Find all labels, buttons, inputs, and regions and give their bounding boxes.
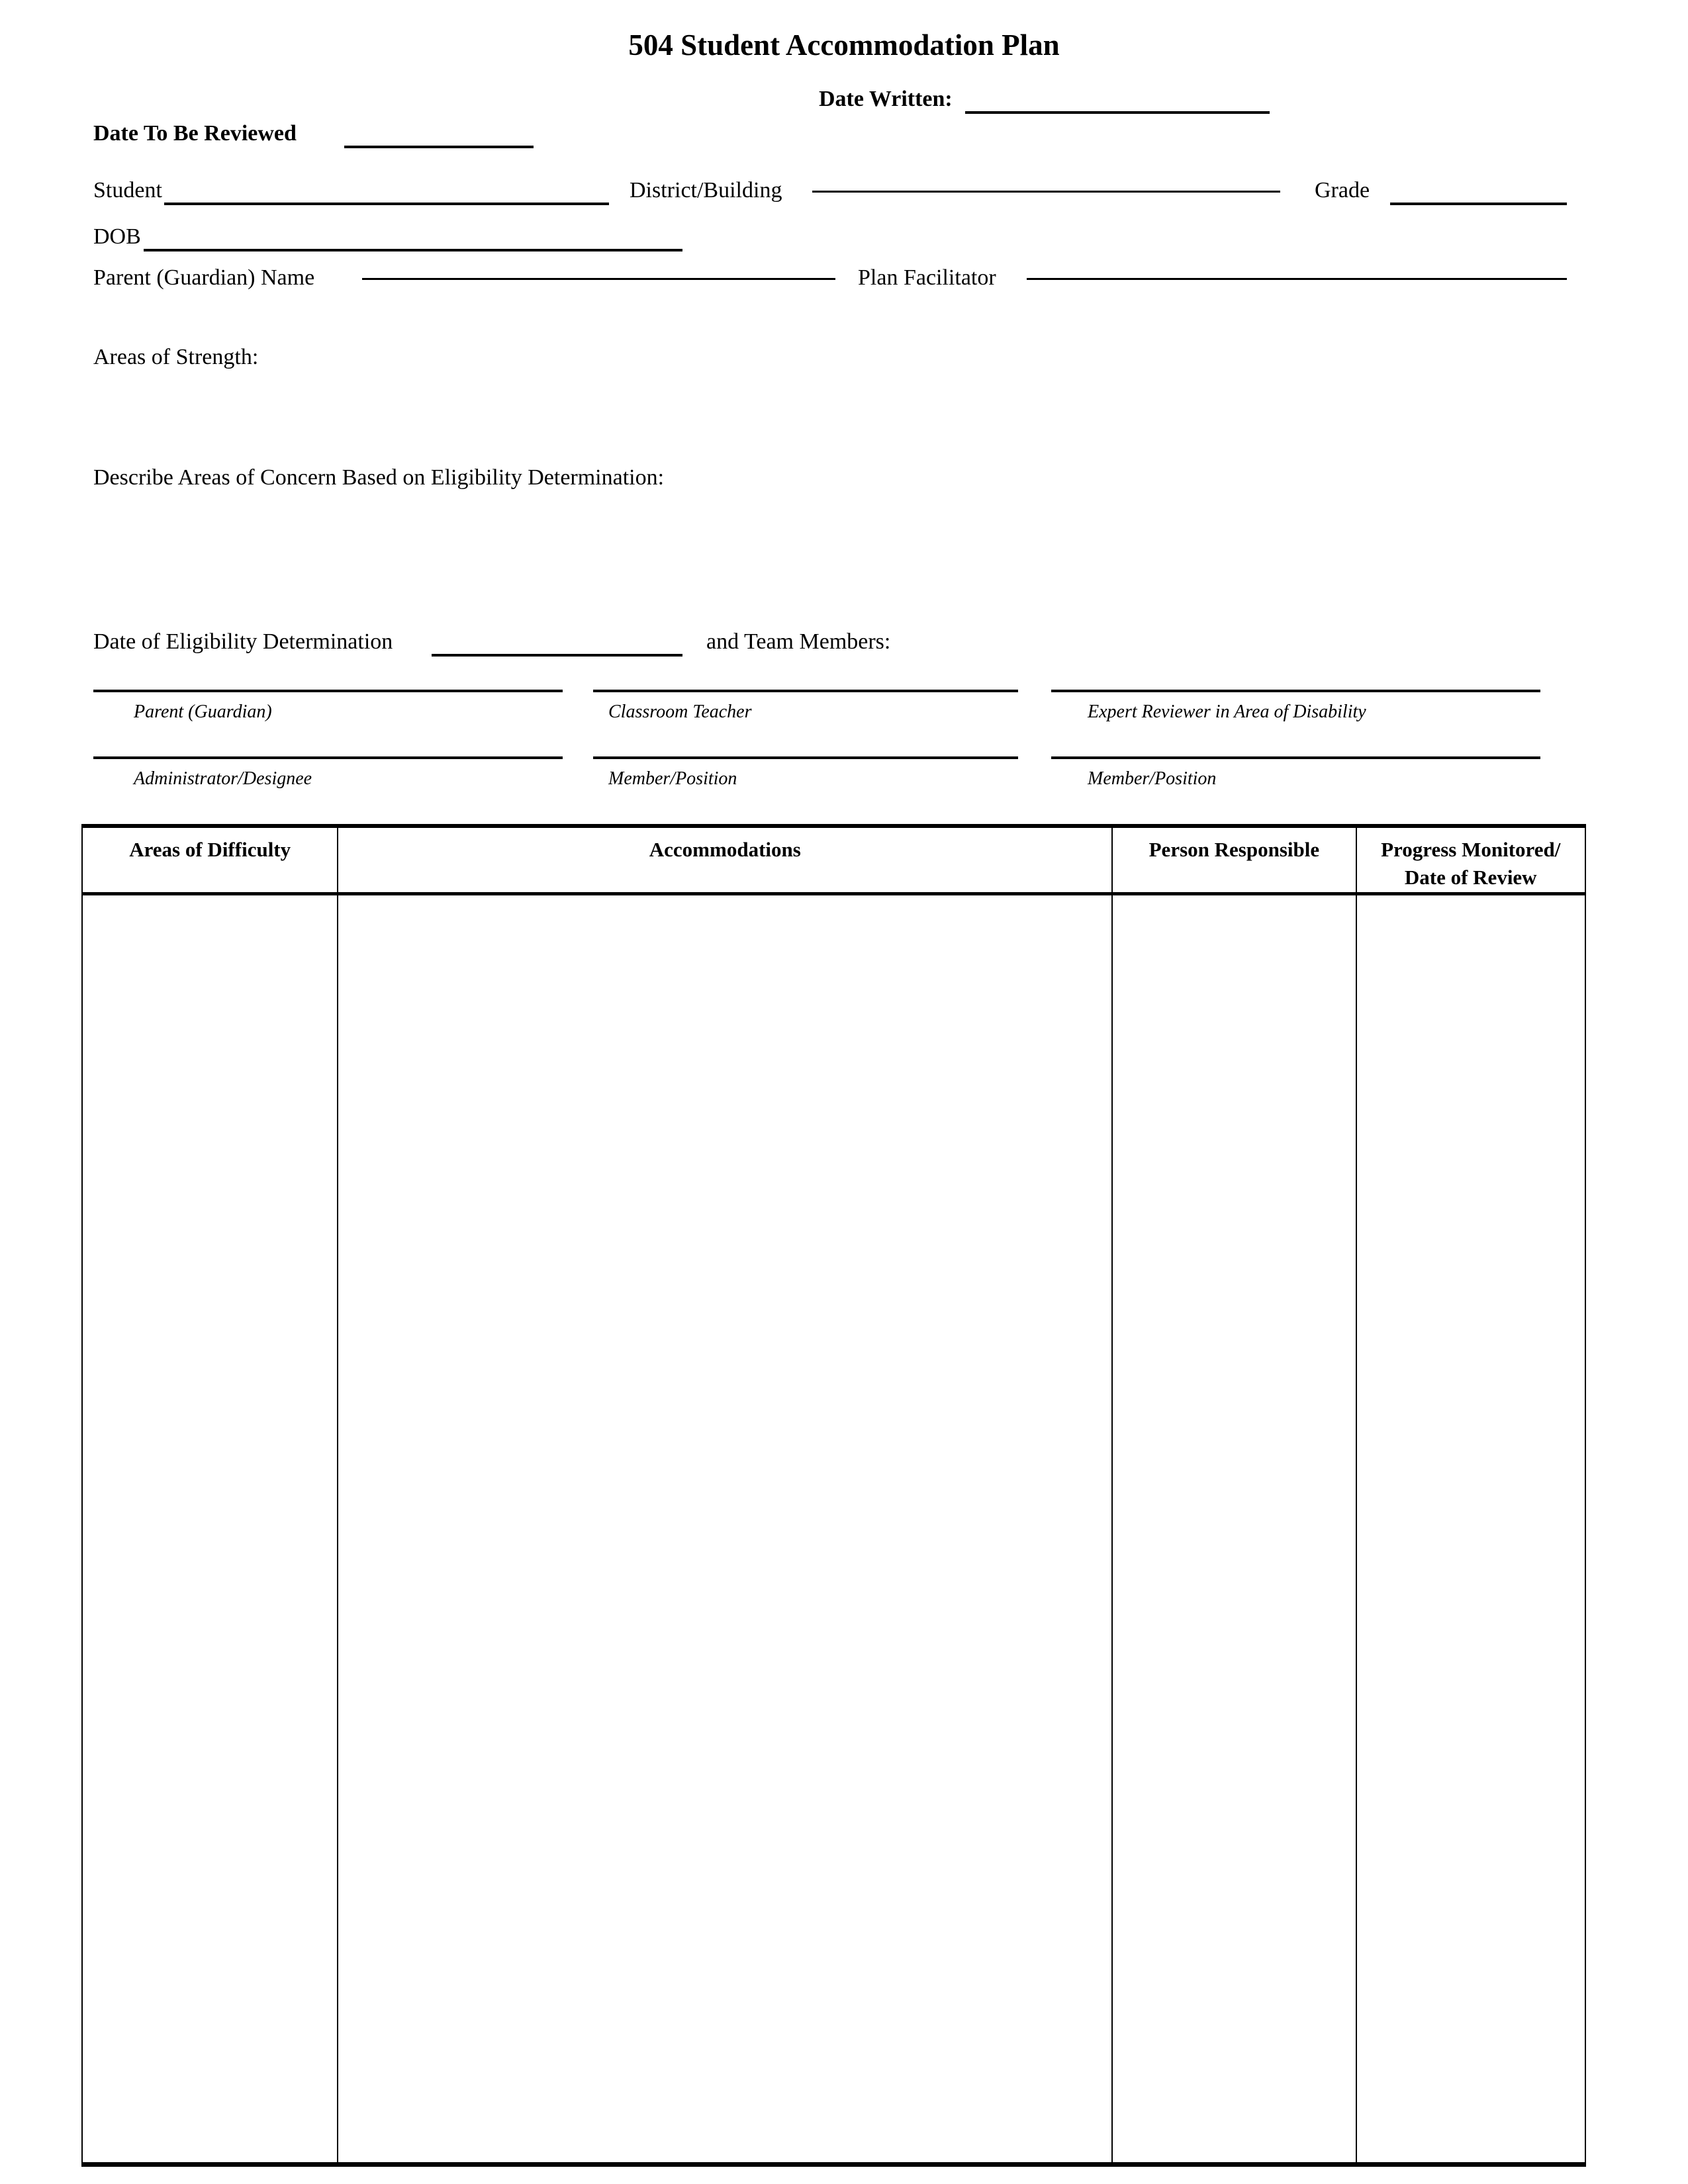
table-cell-areas-of-difficulty [83,895,337,2162]
table-header-person-responsible-text: Person Responsible [1149,838,1320,861]
signature-line-expert-reviewer [1051,690,1540,692]
team-members-label: and Team Members: [706,629,891,654]
date-written-label: Date Written: [819,87,953,111]
signature-label-expert-reviewer: Expert Reviewer in Area of Disability [1088,702,1366,722]
signature-label-member-position-2: Member/Position [1088,768,1217,789]
parent-guardian-name-label: Parent (Guardian) Name [93,265,315,290]
signature-line-administrator-designee [93,756,563,759]
eligibility-date-label: Date of Eligibility Determination [93,629,393,654]
signature-label-parent-guardian: Parent (Guardian) [134,702,272,722]
eligibility-date-field-line [432,627,682,657]
accommodations-table [81,824,1586,2167]
areas-of-strength-blank-area [93,372,1550,451]
accommodations-table-header-row [83,828,1585,895]
areas-of-strength-label: Areas of Strength: [93,345,259,369]
district-building-field-line [812,191,1280,193]
date-to-be-reviewed-field-line [344,119,534,148]
grade-label: Grade [1315,178,1370,203]
areas-of-concern-blank-area [93,492,1550,612]
student-field-line [164,176,609,205]
table-cell-person-responsible [1111,895,1355,2162]
form-title: 504 Student Accommodation Plan [628,28,1060,62]
table-header-progress-monitored-line1: Progress Monitored/ [1381,838,1561,861]
signature-label-administrator-designee: Administrator/Designee [134,768,312,789]
dob-field-line [144,222,682,251]
table-cell-accommodations [337,895,1111,2162]
table-header-accommodations-text: Accommodations [649,838,801,861]
signature-label-classroom-teacher: Classroom Teacher [608,702,752,722]
date-written-field-line [965,85,1270,114]
signature-label-member-position-1: Member/Position [608,768,737,789]
areas-of-concern-label: Describe Areas of Concern Based on Eligibility Determination: [93,465,665,490]
plan-facilitator-label: Plan Facilitator [858,265,996,290]
date-to-be-reviewed-label: Date To Be Reviewed [93,121,297,146]
table-header-areas-of-difficulty [83,828,337,892]
grade-field-line [1390,176,1567,205]
table-header-progress-monitored-line2: Date of Review [1404,866,1537,889]
district-building-label: District/Building [630,178,782,203]
table-header-areas-of-difficulty-text: Areas of Difficulty [129,838,291,861]
signature-line-classroom-teacher [593,690,1018,692]
table-cell-progress-monitored [1356,895,1585,2162]
plan-facilitator-field-line [1027,278,1567,280]
table-header-person-responsible [1111,828,1355,892]
signature-line-member-position-2 [1051,756,1540,759]
accommodations-table-body-row [83,895,1585,2162]
parent-guardian-name-field-line [362,278,835,280]
signature-line-member-position-1 [593,756,1018,759]
student-label: Student [93,178,162,203]
signature-line-parent-guardian [93,690,563,692]
table-header-accommodations [337,828,1111,892]
dob-label: DOB [93,224,141,249]
table-header-progress-monitored [1356,828,1585,892]
